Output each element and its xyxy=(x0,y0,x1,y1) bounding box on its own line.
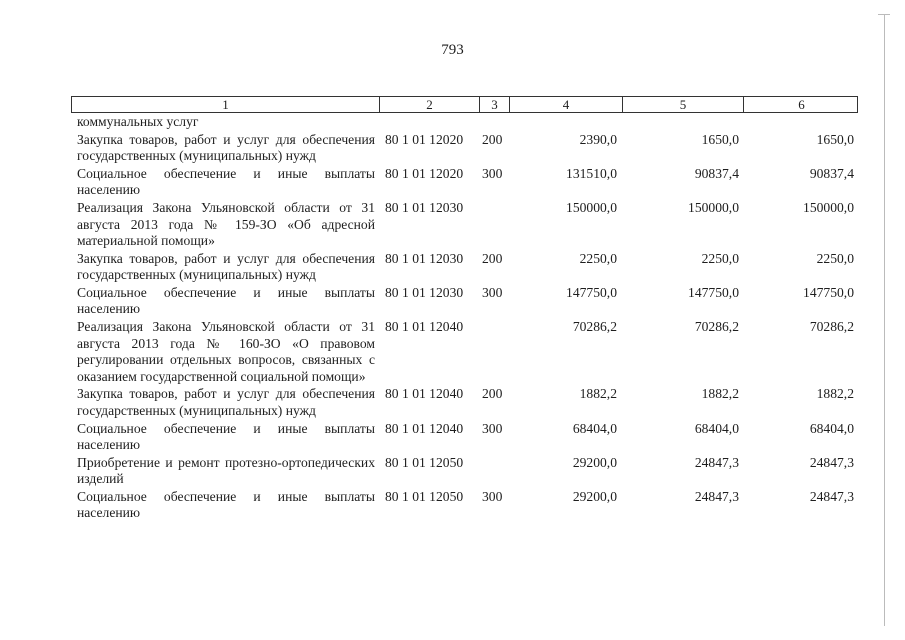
row-value-1: 29200,0 xyxy=(572,454,617,470)
table-body xyxy=(0,114,905,522)
table-row xyxy=(0,285,905,318)
table-row xyxy=(0,455,905,488)
row-value-2: 1882,2 xyxy=(701,386,739,402)
row-value-2: 90837,4 xyxy=(694,165,739,181)
row-value-2: 24847,3 xyxy=(694,454,739,470)
table-row xyxy=(0,386,905,419)
table-row xyxy=(0,251,905,284)
row-value-2: 68404,0 xyxy=(694,420,739,436)
row-code: 80 1 01 12030 xyxy=(385,250,464,266)
row-value-2: 150000,0 xyxy=(688,200,739,216)
header-col-6: 6 xyxy=(798,97,805,112)
row-code: 80 1 01 12020 xyxy=(385,165,464,181)
header-col-1: 1 xyxy=(72,97,380,112)
row-value-3: 70286,2 xyxy=(809,319,854,335)
page-number: 793 xyxy=(441,42,464,58)
row-value-1: 1882,2 xyxy=(579,386,617,402)
row-type: 200 xyxy=(482,131,503,147)
row-value-2: 1650,0 xyxy=(701,131,739,147)
table-row xyxy=(0,319,905,385)
table-header xyxy=(71,96,858,113)
row-code: 80 1 01 12040 xyxy=(385,386,464,402)
row-type: 300 xyxy=(482,488,503,504)
row-value-3: 24847,3 xyxy=(809,488,854,504)
row-code: 80 1 01 12030 xyxy=(385,284,464,300)
row-type: 200 xyxy=(482,250,503,266)
table-row xyxy=(0,421,905,454)
header-col-4: 4 xyxy=(510,97,623,112)
row-code: 80 1 01 12040 xyxy=(385,319,464,335)
row-name: Социальное обеспечение и иные выплаты населению xyxy=(77,284,375,317)
row-value-1: 2390,0 xyxy=(579,131,617,147)
row-value-3: 2250,0 xyxy=(816,250,854,266)
table-row xyxy=(0,489,905,522)
row-name: Социальное обеспечение и иные выплаты населению xyxy=(77,420,375,452)
row-name: коммунальных услуг xyxy=(77,114,199,129)
row-value-1: 147750,0 xyxy=(566,284,617,300)
row-code: 80 1 01 12050 xyxy=(385,454,464,470)
row-name: Реализация Закона Ульяновской области от 31 августа 2013 года № 160-ЗО «О правовом регулировании отдельных вопросов, связанных с оказанием государственной социальной помощи» xyxy=(77,319,375,384)
row-value-3: 90837,4 xyxy=(809,165,854,181)
row-value-3: 150000,0 xyxy=(803,200,854,216)
row-value-1: 131510,0 xyxy=(566,165,617,181)
row-name: Приобретение и ремонт протезно-ортопедических изделий xyxy=(77,454,375,487)
row-value-3: 24847,3 xyxy=(809,454,854,470)
row-code: 80 1 01 12040 xyxy=(385,420,464,436)
table-row xyxy=(0,114,905,131)
row-type: 300 xyxy=(482,420,503,436)
row-value-1: 29200,0 xyxy=(572,488,617,504)
row-value-3: 68404,0 xyxy=(809,420,854,436)
scan-edge-line xyxy=(878,14,890,15)
row-value-1: 2250,0 xyxy=(579,250,617,266)
row-type: 300 xyxy=(482,284,503,300)
row-value-3: 147750,0 xyxy=(803,284,854,300)
row-value-3: 1650,0 xyxy=(816,131,854,147)
row-value-2: 24847,3 xyxy=(694,488,739,504)
row-value-1: 70286,2 xyxy=(572,319,617,335)
header-col-5: 5 xyxy=(623,97,744,112)
row-value-1: 150000,0 xyxy=(566,200,617,216)
row-name: Закупка товаров, работ и услуг для обеспечения государственных (муниципальных) нужд xyxy=(77,386,375,418)
header-col-3: 3 xyxy=(480,97,510,112)
row-name: Социальное обеспечение и иные выплаты населению xyxy=(77,165,375,198)
row-type: 200 xyxy=(482,386,503,402)
header-col-2: 2 xyxy=(380,97,480,112)
table-row xyxy=(0,132,905,165)
row-type: 300 xyxy=(482,165,503,181)
row-code: 80 1 01 12020 xyxy=(385,131,464,147)
row-value-2: 147750,0 xyxy=(688,284,739,300)
row-value-2: 70286,2 xyxy=(694,319,739,335)
row-value-3: 1882,2 xyxy=(816,386,854,402)
table-row xyxy=(0,200,905,250)
row-code: 80 1 01 12050 xyxy=(385,488,464,504)
row-name: Реализация Закона Ульяновской области от 31 августа 2013 года № 159-ЗО «Об адресной материальной помощи» xyxy=(77,200,375,249)
row-value-1: 68404,0 xyxy=(572,420,617,436)
table-row xyxy=(0,166,905,199)
row-name: Социальное обеспечение и иные выплаты населению xyxy=(77,488,375,521)
row-name: Закупка товаров, работ и услуг для обеспечения государственных (муниципальных) нужд xyxy=(77,250,375,283)
row-value-2: 2250,0 xyxy=(701,250,739,266)
row-name: Закупка товаров, работ и услуг для обеспечения государственных (муниципальных) нужд xyxy=(77,131,375,164)
row-code: 80 1 01 12030 xyxy=(385,200,464,216)
